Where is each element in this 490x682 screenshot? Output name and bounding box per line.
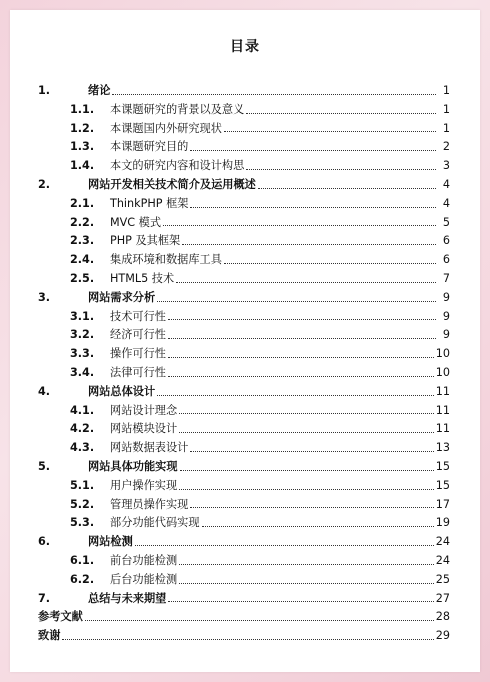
toc-entry-title: 后台功能检测 xyxy=(110,572,178,586)
toc-leader-dots xyxy=(176,282,436,283)
toc-entry xyxy=(38,514,450,533)
toc-entry-title: 部分功能代码实现 xyxy=(110,516,200,530)
toc-leader-dots xyxy=(182,244,436,245)
toc-entry-number: 5.1. xyxy=(70,478,95,492)
toc-entry-page: 27 xyxy=(435,591,450,605)
toc-entry-title: 网站模块设计 xyxy=(110,422,178,436)
toc-entry xyxy=(38,101,450,120)
toc-entry-number: 5. xyxy=(38,459,51,473)
toc-entry-title: 前台功能检测 xyxy=(110,553,178,567)
toc-entry-title: 网站开发相关技术简介及运用概述 xyxy=(88,177,256,191)
toc-entry xyxy=(38,383,450,402)
toc-leader-dots xyxy=(179,489,434,490)
toc-entry xyxy=(38,120,450,139)
toc-entry-page: 15 xyxy=(435,478,450,492)
toc-entry-title: 经济可行性 xyxy=(110,328,166,342)
toc-entry xyxy=(38,402,450,421)
toc-leader-dots xyxy=(168,338,436,339)
toc-entry-number: 5.2. xyxy=(70,497,95,511)
toc-entry xyxy=(38,496,450,515)
toc-entry xyxy=(38,270,450,289)
toc-entry xyxy=(38,308,450,327)
toc-entry xyxy=(38,571,450,590)
toc-entry-page: 15 xyxy=(435,459,450,473)
toc-entry-page: 24 xyxy=(435,553,450,567)
toc-entry-page: 11 xyxy=(435,403,450,417)
toc-entry-title: ThinkPHP 框架 xyxy=(110,196,189,210)
toc-entry xyxy=(38,439,450,458)
toc-entry-page: 5 xyxy=(442,215,450,229)
toc-leader-dots xyxy=(112,94,436,95)
toc-leader-dots xyxy=(202,526,434,527)
toc-entry-page: 1 xyxy=(442,121,450,135)
toc-entry xyxy=(38,195,450,214)
toc-leader-dots xyxy=(180,470,434,471)
toc-entry xyxy=(38,608,450,627)
toc-entry-number: 2.2. xyxy=(70,215,95,229)
toc-entry xyxy=(38,345,450,364)
toc-entry-page: 29 xyxy=(435,629,450,643)
toc-leader-dots xyxy=(179,583,434,584)
toc-entry-number: 2. xyxy=(38,177,51,191)
toc-entry-number: 1.2. xyxy=(70,121,95,135)
toc-entry-title: 本课题研究目的 xyxy=(110,140,189,154)
toc-leader-dots xyxy=(190,451,433,452)
toc-entry-number: 1. xyxy=(38,84,51,97)
toc-entry-title: MVC 模式 xyxy=(110,215,162,229)
toc-entry xyxy=(38,552,450,571)
toc-entry-number: 4.3. xyxy=(70,441,95,455)
toc-entry xyxy=(38,364,450,383)
toc-entry-number: 3.4. xyxy=(70,365,95,379)
toc-entry-number: 7. xyxy=(38,591,51,605)
toc-entry-number: 3.1. xyxy=(70,309,95,323)
document-page xyxy=(10,10,480,672)
toc-entry-title: 总结与未来期望 xyxy=(88,591,167,605)
toc-entry-title: PHP 及其框架 xyxy=(110,234,181,248)
toc-entry-page: 17 xyxy=(435,497,450,511)
toc-entry xyxy=(38,232,450,251)
toc-entry-title: 本课题国内外研究现状 xyxy=(110,121,222,135)
toc-leader-dots xyxy=(224,263,436,264)
toc-entry-page: 10 xyxy=(435,365,450,379)
toc-entry xyxy=(38,214,450,233)
toc-entry-number: 2.3. xyxy=(70,234,95,248)
toc-entry-title: 网站设计理念 xyxy=(110,403,178,417)
toc-entry-title: 网站数据表设计 xyxy=(110,441,189,455)
toc-entry-page: 9 xyxy=(442,290,450,304)
toc-entry-page: 6 xyxy=(442,234,450,248)
toc-entry-number: 1.3. xyxy=(70,140,95,154)
toc-entry-page: 6 xyxy=(442,253,450,267)
toc-entry-title: HTML5 技术 xyxy=(110,271,175,285)
toc-leader-dots xyxy=(179,432,434,433)
toc-entry xyxy=(38,477,450,496)
table-of-contents xyxy=(38,82,450,646)
toc-leader-dots xyxy=(179,413,434,414)
toc-entry-number: 2.5. xyxy=(70,271,95,285)
toc-leader-dots xyxy=(190,507,433,508)
toc-leader-dots xyxy=(85,620,434,621)
toc-entry xyxy=(38,157,450,176)
toc-leader-dots xyxy=(168,319,436,320)
toc-entry xyxy=(38,326,450,345)
toc-entry xyxy=(38,627,450,646)
toc-entry-title: 技术可行性 xyxy=(110,309,166,323)
toc-entry-number: 5.3. xyxy=(70,516,95,530)
toc-entry xyxy=(38,176,450,195)
toc-leader-dots xyxy=(246,169,436,170)
toc-leader-dots xyxy=(168,376,434,377)
toc-entry-number: 4.1. xyxy=(70,403,95,417)
toc-entry-number: 4.2. xyxy=(70,422,95,436)
toc-entry-number: 1.1. xyxy=(70,102,95,116)
toc-entry-title: 绪论 xyxy=(88,84,111,97)
toc-leader-dots xyxy=(190,150,436,151)
toc-leader-dots xyxy=(179,564,434,565)
toc-leader-dots xyxy=(135,545,434,546)
toc-entry-title: 致谢 xyxy=(38,629,61,643)
toc-entry-number: 2.1. xyxy=(70,196,95,210)
toc-entry-page: 1 xyxy=(442,84,450,97)
toc-entry-page: 11 xyxy=(435,384,450,398)
toc-entry-page: 9 xyxy=(442,309,450,323)
toc-entry-title: 管理员操作实现 xyxy=(110,497,189,511)
toc-entry-title: 网站总体设计 xyxy=(88,384,156,398)
toc-entry xyxy=(38,420,450,439)
toc-entry-page: 10 xyxy=(435,347,450,361)
toc-entry-page: 2 xyxy=(442,140,450,154)
toc-entry-page: 7 xyxy=(442,271,450,285)
toc-entry-title: 网站检测 xyxy=(88,535,133,549)
toc-entry-title: 本文的研究内容和设计构思 xyxy=(110,159,245,173)
toc-entry-number: 1.4. xyxy=(70,159,95,173)
toc-entry-number: 3. xyxy=(38,290,51,304)
toc-entry xyxy=(38,533,450,552)
toc-leader-dots xyxy=(190,207,436,208)
toc-entry-page: 3 xyxy=(442,159,450,173)
toc-entry-number: 6.2. xyxy=(70,572,95,586)
toc-entry-number: 3.3. xyxy=(70,347,95,361)
toc-entry-page: 9 xyxy=(442,328,450,342)
toc-entry xyxy=(38,458,450,477)
toc-entry-title: 操作可行性 xyxy=(110,347,166,361)
toc-entry xyxy=(38,251,450,270)
toc-entry-page: 19 xyxy=(435,516,450,530)
toc-leader-dots xyxy=(168,601,433,602)
toc-leader-dots xyxy=(258,188,436,189)
toc-entry-number: 4. xyxy=(38,384,51,398)
toc-leader-dots xyxy=(157,395,434,396)
toc-entry-title: 本课题研究的背景以及意义 xyxy=(110,102,245,116)
toc-entry xyxy=(38,289,450,308)
toc-entry-page: 25 xyxy=(435,572,450,586)
toc-entry-title: 参考文献 xyxy=(38,610,83,624)
toc-entry-page: 28 xyxy=(435,610,450,624)
toc-entry xyxy=(38,138,450,157)
toc-entry-number: 3.2. xyxy=(70,328,95,342)
toc-entry-title: 用户操作实现 xyxy=(110,478,178,492)
toc-entry-title: 集成环境和数据库工具 xyxy=(110,253,222,267)
toc-entry-page: 11 xyxy=(435,422,450,436)
toc-entry-page: 4 xyxy=(442,196,450,210)
toc-entry-page: 13 xyxy=(435,441,450,455)
toc-leader-dots xyxy=(168,357,434,358)
toc-entry-page: 1 xyxy=(442,102,450,116)
toc-entry xyxy=(38,82,450,101)
toc-leader-dots xyxy=(157,301,436,302)
toc-entry-page: 4 xyxy=(442,177,450,191)
toc-entry-title: 网站具体功能实现 xyxy=(88,459,178,473)
toc-title: 目录 xyxy=(230,39,260,55)
toc-leader-dots xyxy=(163,225,436,226)
toc-leader-dots xyxy=(62,639,433,640)
toc-entry-page: 24 xyxy=(435,535,450,549)
toc-entry xyxy=(38,590,450,609)
toc-entry-title: 法律可行性 xyxy=(110,365,166,379)
toc-entry-number: 2.4. xyxy=(70,253,95,267)
toc-entry-number: 6. xyxy=(38,535,51,549)
toc-leader-dots xyxy=(246,113,436,114)
toc-leader-dots xyxy=(224,131,436,132)
toc-entry-number: 6.1. xyxy=(70,553,95,567)
toc-entry-title: 网站需求分析 xyxy=(88,290,156,304)
